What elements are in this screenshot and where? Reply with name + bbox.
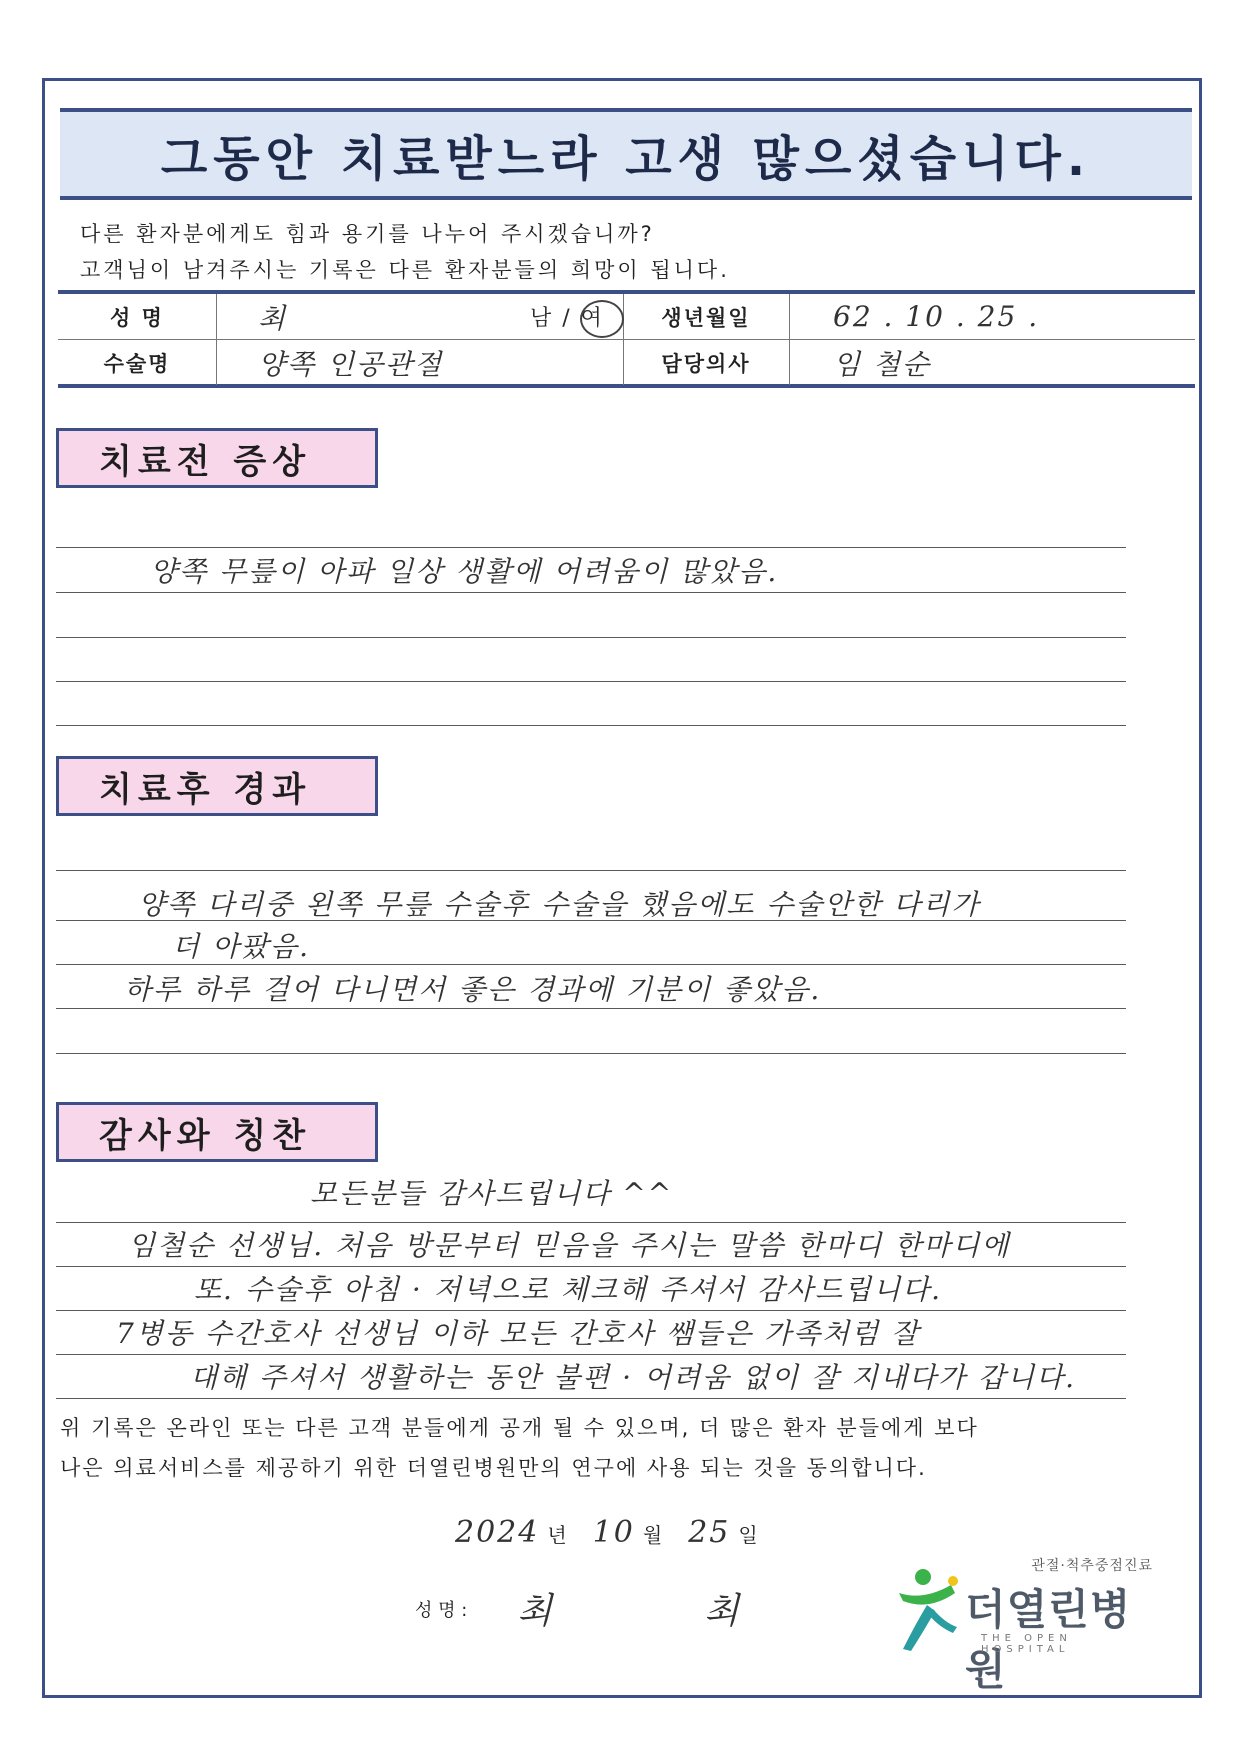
date-month-value: 10 bbox=[592, 1515, 635, 1550]
date-day-value: 25 bbox=[688, 1515, 731, 1550]
consent-line-1: 위 기록은 온라인 또는 다른 고객 분들에게 공개 될 수 있으며, 더 많은 환자 분들에게 보다 bbox=[60, 1416, 979, 1440]
logo-subtitle: 관절·척추중점진료 bbox=[1031, 1558, 1153, 1574]
date-month-unit: 월 bbox=[642, 1523, 663, 1547]
thanks-line-4: 7병동 수간호사 선생님 이하 모든 간호사 쌤들은 가족처럼 잘 bbox=[116, 1317, 921, 1350]
section-thanks-header bbox=[56, 1102, 378, 1162]
date-year-unit: 년 bbox=[547, 1523, 567, 1547]
intro-line-1: 다른 환자분에게도 힘과 용기를 나누어 주시겠습니까? bbox=[80, 222, 655, 246]
info-row-1 bbox=[58, 294, 1195, 340]
thanks-line-2: 임철순 선생님. 처음 방문부터 믿음을 주시는 말씀 한마디 한마디에 bbox=[128, 1229, 1011, 1262]
thanks-line-5: 대해 주셔서 생활하는 동안 불편 · 어려움 없이 잘 지내다가 갑니다. bbox=[190, 1361, 1077, 1394]
signature-label: 성 명 : bbox=[415, 1599, 468, 1621]
intro-line-2: 고객님이 남겨주시는 기록은 다른 환자분들의 희망이 됩니다. bbox=[80, 258, 730, 282]
info-row-2 bbox=[58, 340, 1195, 385]
signature-mark: 최 bbox=[704, 1591, 741, 1632]
signature-line bbox=[415, 1583, 741, 1634]
hospital-logo bbox=[893, 1555, 1153, 1694]
section-before-title: 치료전 증상 bbox=[99, 441, 312, 482]
surgery-value: 양쪽 인공관절 bbox=[258, 347, 444, 381]
patient-info-table bbox=[58, 290, 1195, 388]
section-before-header bbox=[56, 428, 378, 488]
birth-value: 62 . 10 . 25 . bbox=[833, 300, 1040, 333]
thanks-line-3: 또. 수술후 아침 · 저녁으로 체크해 주셔서 감사드립니다. bbox=[194, 1273, 943, 1306]
gender-circle-mark bbox=[580, 300, 624, 338]
signature-name-value: 최 bbox=[517, 1591, 555, 1632]
after-line-3: 하루 하루 걸어 다니면서 좋은 경과에 기분이 좋았음. bbox=[124, 973, 822, 1006]
section-thanks-title: 감사와 칭찬 bbox=[99, 1115, 312, 1156]
title-banner bbox=[60, 108, 1192, 200]
after-line-2: 더 아팠음. bbox=[172, 930, 310, 963]
name-label: 성 명 bbox=[110, 305, 164, 330]
doctor-label: 담당의사 bbox=[661, 351, 751, 376]
name-value: 최 bbox=[258, 301, 288, 335]
logo-figure-icon bbox=[893, 1567, 963, 1657]
doctor-value: 임 철순 bbox=[833, 347, 932, 381]
date-year-value: 2024 bbox=[455, 1515, 540, 1550]
page-title: 그동안 치료받느라 고생 많으셨습니다. bbox=[160, 130, 1092, 187]
section-after-header bbox=[56, 756, 378, 816]
date-day-unit: 일 bbox=[738, 1523, 758, 1547]
before-line-1: 양쪽 무릎이 아파 일상 생활에 어려움이 많았음. bbox=[150, 555, 779, 588]
consent-line-2: 나은 의료서비스를 제공하기 위한 더열린병원만의 연구에 사용 되는 것을 동의합니다. bbox=[60, 1456, 927, 1480]
birth-label: 생년월일 bbox=[661, 305, 751, 330]
gender-text: 남 / 여 bbox=[530, 306, 604, 331]
date-line bbox=[455, 1515, 758, 1550]
section-after-title: 치료후 경과 bbox=[99, 769, 312, 810]
thanks-line-1: 모든분들 감사드립니다 ^^ bbox=[310, 1177, 674, 1210]
after-line-1: 양쪽 다리중 왼쪽 무릎 수술후 수술을 했음에도 수술안한 다리가 bbox=[138, 888, 981, 921]
logo-english: THE OPEN HOSPITAL bbox=[981, 1633, 1072, 1655]
logo-name: 더열린병원 bbox=[965, 1585, 1132, 1694]
surgery-label: 수술명 bbox=[103, 351, 171, 376]
